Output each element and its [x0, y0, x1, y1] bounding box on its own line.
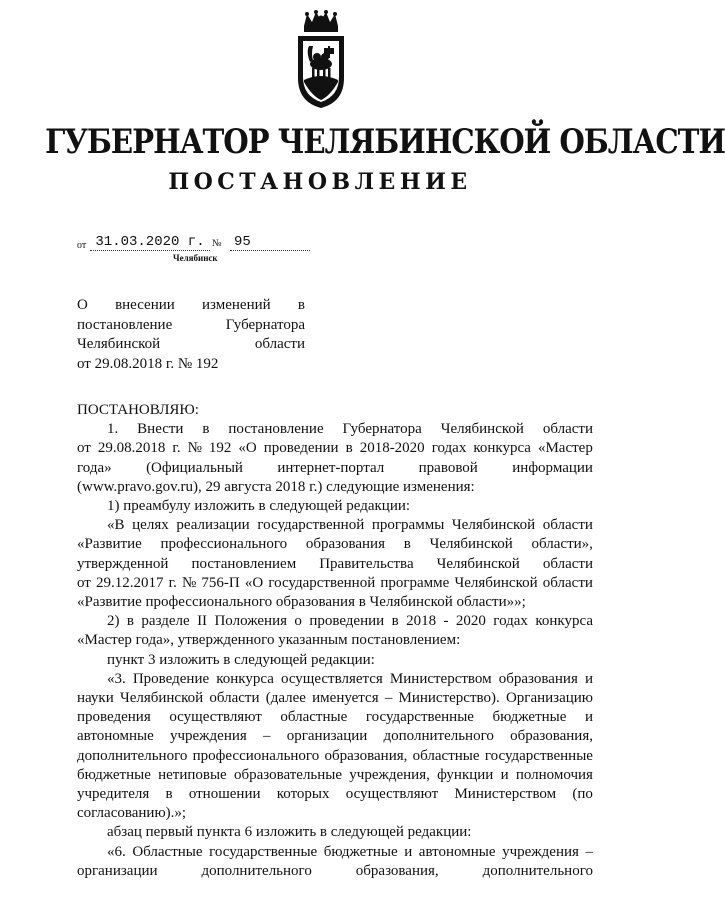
word: №: [187, 440, 202, 457]
word: 29.08.2018: [97, 440, 166, 457]
word: программе: [380, 574, 450, 591]
word: №: [181, 574, 197, 591]
paragraph: [77, 651, 593, 670]
word: и: [584, 670, 593, 687]
word: (по: [572, 786, 593, 803]
word: в: [345, 440, 353, 457]
word: осуществляют: [169, 709, 262, 726]
word: Губернатора: [342, 421, 422, 438]
word: организации: [77, 862, 158, 879]
word: в: [202, 421, 210, 438]
word: организации: [286, 728, 368, 745]
word: г.: [172, 440, 181, 457]
word: области: [542, 517, 593, 534]
word: государственной: [268, 574, 376, 591]
paragraph-last-line: «Развитие профессионального образования в Челябинской области»»;: [77, 594, 526, 611]
paragraph: [77, 612, 593, 650]
word: бюджетные: [323, 843, 398, 860]
word: постановлением: [191, 555, 297, 572]
word: области: [542, 421, 593, 438]
word: Областные: [132, 843, 203, 860]
word: науки: [77, 690, 114, 707]
word: учредителя: [77, 786, 150, 803]
paragraph: [77, 497, 593, 516]
word: области: [209, 690, 260, 707]
word: «В: [107, 517, 125, 534]
word: постановление: [77, 316, 173, 333]
word: Внести: [137, 421, 184, 438]
coat-of-arms-emblem: [290, 10, 352, 110]
word: области»,: [531, 536, 593, 553]
word: программы: [371, 517, 445, 534]
word: государственные: [365, 709, 474, 726]
text-line: [77, 843, 593, 862]
word: функции: [437, 766, 494, 783]
word: отношении: [188, 786, 261, 803]
word: -: [443, 613, 449, 630]
word: 2020: [455, 613, 486, 630]
text-line: [77, 516, 593, 535]
text-line: [77, 439, 593, 458]
word: образования,: [510, 728, 593, 745]
word: и: [584, 709, 593, 726]
word: областные: [412, 747, 480, 764]
text-line: [77, 555, 593, 574]
word: внесении: [115, 297, 175, 313]
word: областные: [280, 709, 348, 726]
document-type-title: ПОСТАНОВЛЕНИЕ: [168, 169, 472, 195]
word: дополнительного: [77, 747, 188, 764]
word: 192: [208, 440, 232, 457]
word: бюджетные: [77, 766, 151, 783]
word: Министерством: [389, 670, 492, 687]
word: конкурса: [216, 670, 274, 687]
document-date: 31.03.2020 г.: [90, 234, 210, 251]
text-line: [77, 670, 593, 689]
word: 1.: [107, 421, 119, 438]
word: образования: [498, 670, 578, 687]
paragraph: [77, 516, 593, 612]
paragraph-last-line: «Мастер года», утвержденного указанным постановлением:: [77, 632, 461, 649]
text-line: [77, 689, 593, 708]
text-line: [77, 766, 593, 785]
issuing-authority-title: ГУБЕРНАТОР ЧЕЛЯБИНСКОЙ ОБЛАСТИ: [45, 122, 725, 162]
word: образования,: [355, 862, 439, 879]
word: в: [165, 786, 173, 803]
word: годах: [493, 613, 528, 630]
word: реализации: [176, 517, 250, 534]
word: информации: [512, 459, 593, 476]
paragraph-last-line: абзац первый пункта 6 изложить в следующей редакции:: [107, 824, 472, 841]
word: полномочия: [515, 766, 593, 783]
subject-line: от 29.08.2018 г. № 192: [77, 355, 219, 372]
word: 2): [107, 613, 120, 630]
word: от: [77, 440, 91, 457]
word: Губернатора: [225, 316, 305, 333]
text-line: [77, 459, 593, 478]
paragraph: [77, 420, 593, 497]
word: –: [263, 728, 271, 745]
word: Министерством: [454, 786, 557, 803]
word: «3.: [107, 670, 126, 687]
word: утвержденной: [77, 555, 169, 572]
word: бюджетные: [492, 709, 567, 726]
word: «О: [244, 574, 264, 591]
word: учреждения,: [349, 766, 430, 783]
paragraph-last-line: 1) преамбулу изложить в следующей редакции:: [107, 498, 411, 515]
city-label: Челябинск: [173, 253, 218, 263]
word: дополнительного: [482, 862, 593, 879]
paragraph: [77, 823, 593, 842]
word: о: [294, 613, 302, 630]
word: Челябинской: [451, 517, 536, 534]
word: проведении: [263, 440, 339, 457]
word: государственные: [484, 747, 593, 764]
word: которых: [276, 786, 330, 803]
document-body: [77, 401, 593, 881]
subject-line: [77, 296, 305, 316]
text-line: [77, 535, 593, 554]
text-line: [77, 747, 593, 766]
word: государственные: [209, 843, 318, 860]
date-label: от: [77, 240, 87, 251]
word: проведении: [309, 613, 385, 630]
word: конкурса: [473, 440, 531, 457]
word: (Официальный: [146, 459, 243, 476]
word: «Развитие: [77, 536, 142, 553]
word: Министерство).: [398, 690, 500, 707]
word: области: [542, 574, 593, 591]
word: от: [77, 574, 91, 591]
word: Правительства: [319, 555, 414, 572]
word: г.: [168, 574, 177, 591]
word: образовательные: [233, 766, 343, 783]
word: в: [391, 613, 399, 630]
word: Челябинской: [77, 336, 161, 352]
word: Положения: [214, 613, 287, 630]
number-label: №: [212, 238, 222, 249]
paragraph-last-line: (www.pravo.gov.ru), 29 августа 2018 г.) следующие изменения:: [77, 478, 475, 495]
word: интернет-портал: [277, 459, 385, 476]
text-line: [77, 708, 593, 727]
word: учреждения: [502, 843, 579, 860]
document-subject: [77, 296, 305, 374]
word: автономные: [418, 843, 496, 860]
word: дополнительного: [383, 728, 494, 745]
word: нетиповые: [158, 766, 227, 783]
word: изменений: [202, 297, 271, 313]
word: целях: [132, 517, 169, 534]
text-line: [77, 862, 593, 881]
word: «6.: [107, 843, 126, 860]
word: 756-П: [201, 574, 240, 591]
decree-word: ПОСТАНОВЛЯЮ:: [77, 402, 199, 418]
word: правовой: [418, 459, 478, 476]
word: осуществляют: [345, 786, 439, 803]
word: «О: [238, 440, 257, 457]
word: автономные: [77, 728, 154, 745]
word: государственной: [257, 517, 365, 534]
word: 2018-2020: [359, 440, 425, 457]
word: –: [384, 690, 393, 707]
word: Челябинской: [440, 421, 524, 438]
document-number: 95: [230, 234, 310, 251]
word: Проведение: [132, 670, 210, 687]
word: –: [585, 843, 593, 860]
word: конкурса: [535, 613, 593, 630]
word: области: [542, 555, 593, 572]
word: 29.12.2017: [95, 574, 164, 591]
word: Челябинской: [429, 536, 513, 553]
word: (далее: [265, 690, 306, 707]
word: разделе: [141, 613, 190, 630]
word: осуществляется: [280, 670, 383, 687]
word: 2018: [406, 613, 437, 630]
text-line: [77, 420, 593, 439]
word: в: [297, 297, 305, 313]
word: профессионального: [192, 747, 320, 764]
word: и: [404, 843, 413, 860]
word: в: [403, 536, 411, 553]
paragraph: [77, 843, 593, 881]
word: Челябинской: [119, 690, 204, 707]
text-line: [77, 785, 593, 804]
word: О: [77, 297, 88, 313]
word: «Мастер: [537, 440, 593, 457]
word: Челябинской: [436, 555, 520, 572]
word: образования: [305, 536, 385, 553]
text-line: [77, 574, 593, 593]
word: года»: [77, 459, 112, 476]
word: и: [500, 766, 509, 783]
word: Организацию: [505, 690, 593, 707]
word: II: [197, 613, 208, 630]
paragraph: [77, 670, 593, 824]
word: профессионального: [160, 536, 288, 553]
word: образования,: [324, 747, 408, 764]
word: постановление: [228, 421, 324, 438]
word: проведения: [77, 709, 151, 726]
subject-line: [77, 316, 305, 336]
word: учреждения: [169, 728, 247, 745]
word: области: [254, 336, 305, 352]
paragraph-last-line: пункт 3 изложить в следующей редакции:: [107, 651, 375, 668]
text-line: [77, 612, 593, 631]
word: именуется: [312, 690, 379, 707]
text-line: [77, 727, 593, 746]
subject-line: [77, 335, 305, 355]
word: годах: [431, 440, 467, 457]
word: Челябинской: [454, 574, 538, 591]
word: дополнительного: [201, 862, 312, 879]
word: в: [126, 613, 134, 630]
paragraph-last-line: согласованию).»;: [77, 805, 187, 822]
